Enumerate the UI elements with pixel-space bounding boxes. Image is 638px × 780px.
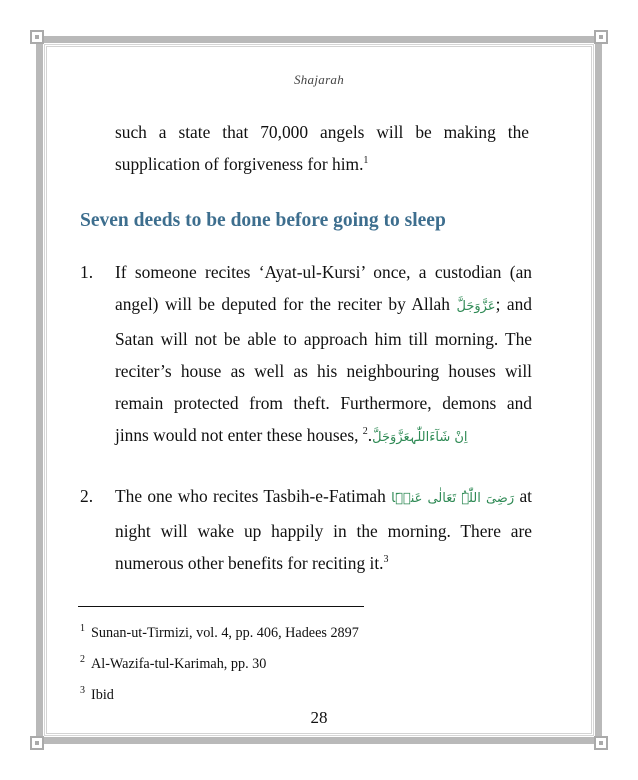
footnote-ref: 2 <box>362 426 368 438</box>
arabic-honorific: رَضِیَ اللّٰہُ تَعَالٰی عَنۡہَا <box>391 491 515 506</box>
list-item-number: 1. <box>80 262 94 282</box>
running-header: Shajarah <box>293 72 345 87</box>
footnote-text: Sunan-ut-Tirmizi, vol. 4, pp. 406, Hadees 2897 <box>91 625 359 641</box>
frame-corner-ornament <box>594 736 608 750</box>
page-number: 28 <box>310 708 328 727</box>
footnote-number: 3 <box>80 685 85 697</box>
footnote-number: 2 <box>80 654 85 666</box>
footnote <box>80 686 114 704</box>
frame-corner-ornament <box>30 30 44 44</box>
footnote <box>80 655 266 673</box>
text-segment: The one who recites Tasbih-e-Fatimah <box>115 486 392 506</box>
list-item-number: 2. <box>80 486 94 506</box>
list-item-text <box>115 256 532 454</box>
footnote-number: 1 <box>80 623 85 635</box>
arabic-phrase: اِنْ شَآءَاللّٰہعَزَّوَجَلَّ <box>372 430 468 445</box>
footnote-divider <box>78 606 364 607</box>
footnote-ref: 3 <box>383 554 389 566</box>
frame-corner-ornament <box>30 736 44 750</box>
text-segment: . <box>367 425 373 445</box>
text-segment: ; and Satan will not be able to approach him till morning. The reciter’s house as well as his neighbouring houses will remain protected from theft. Furthermore, demons and jinns would not enter these houses, <box>115 294 533 445</box>
intro-text: such a state that 70,000 angels will be making the supplication of forgiveness for him. <box>115 122 529 174</box>
intro-paragraph <box>115 116 529 180</box>
footnote <box>80 624 359 642</box>
arabic-honorific: عَزَّوَجَلَّ <box>456 299 496 314</box>
frame-corner-ornament <box>594 30 608 44</box>
footnote-text: Ibid <box>91 687 114 703</box>
footnote-text: Al-Wazifa-tul-Karimah, pp. 30 <box>91 656 267 672</box>
text-segment: at night will wake up happily in the morning. There are numerous other benefits for reciting it. <box>115 486 533 573</box>
list-item-text <box>115 480 532 579</box>
text-segment: If someone recites ‘Ayat-ul-Kursi’ once, a custodian (an angel) will be deputed for the reciter by Allah <box>115 262 532 314</box>
footnote-ref: 1 <box>363 155 369 167</box>
section-heading: Seven deeds to be done before going to sleep <box>80 210 446 231</box>
